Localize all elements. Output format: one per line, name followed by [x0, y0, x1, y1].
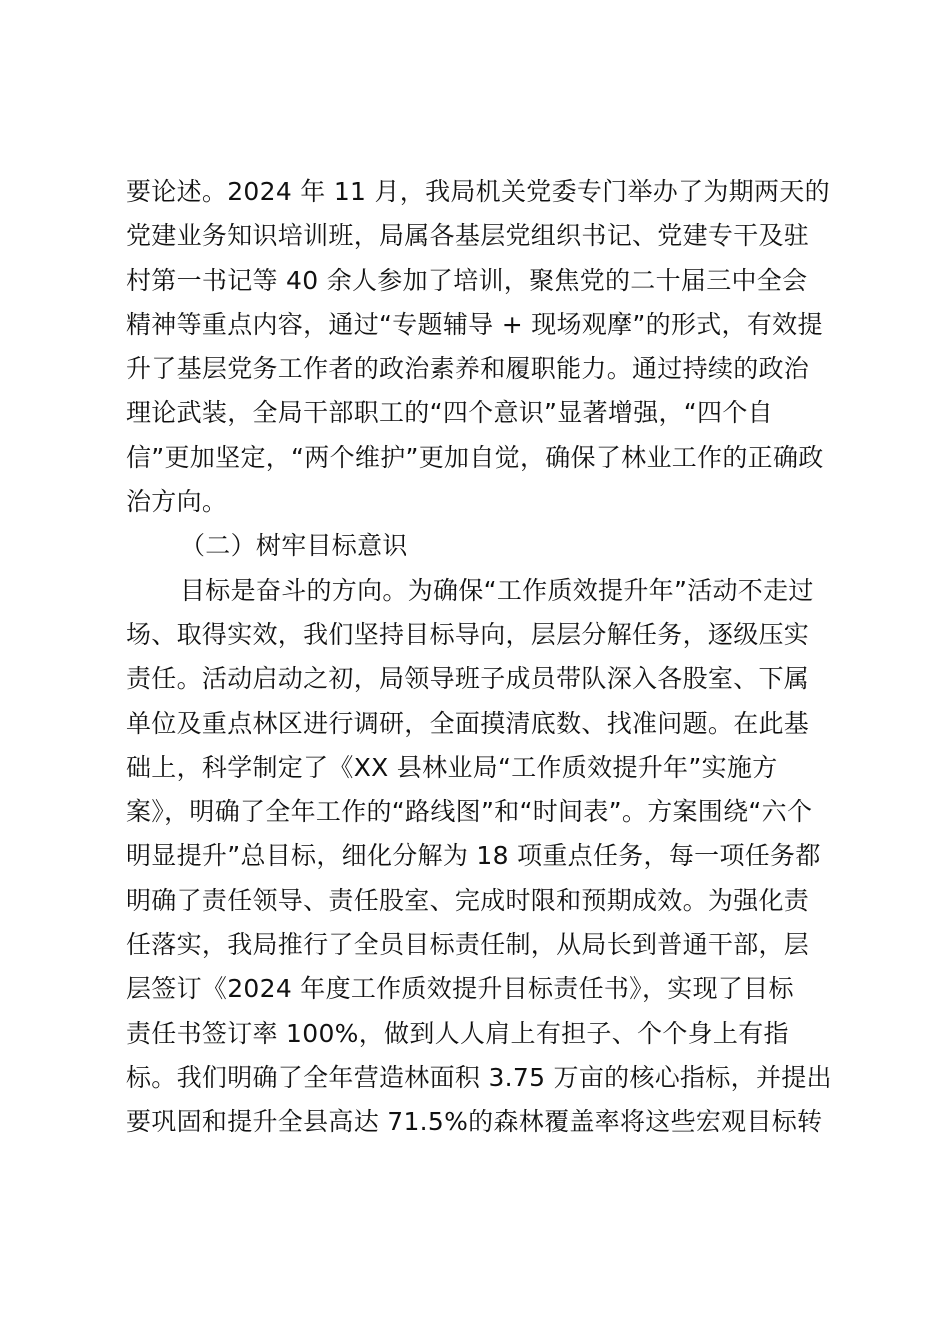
- paragraph-line: 责任。活动启动之初，局领导班子成员带队深入各股室、下属: [126, 664, 810, 694]
- paragraph-line: 础上，科学制定了《XX 县林业局“工作质效提升年”实施方: [126, 752, 778, 782]
- paragraph-line: 场、取得实效，我们坚持目标导向，层层分解任务，逐级压实: [126, 619, 810, 649]
- paragraph-line: 党建业务知识培训班，局属各基层党组织书记、党建专干及驻: [126, 221, 810, 251]
- paragraph-line: 案》，明确了全年工作的“路线图”和“时间表”。方案围绕“六个: [126, 797, 813, 827]
- paragraph-line: 精神等重点内容，通过“专题辅导 + 现场观摩”的形式，有效提: [126, 309, 823, 339]
- paragraph-line: 标。我们明确了全年营造林面积 3.75 万亩的核心指标，并提出: [126, 1062, 832, 1092]
- section-heading: （二）树牢目标意识: [180, 531, 408, 561]
- paragraph-line: 明显提升”总目标，细化分解为 18 项重点任务，每一项任务都: [126, 841, 821, 871]
- paragraph-line: 单位及重点林区进行调研，全面摸清底数、找准问题。在此基: [126, 708, 810, 738]
- paragraph-line: 村第一书记等 40 余人参加了培训，聚焦党的二十届三中全会: [126, 265, 808, 295]
- paragraph-line: 理论武装，全局干部职工的“四个意识”显著增强，“四个自: [126, 398, 773, 428]
- paragraph-line: 任落实，我局推行了全员目标责任制，从局长到普通干部，层: [126, 930, 810, 960]
- document-body: [126, 170, 846, 1145]
- paragraph-line: 信”更加坚定，“两个维护”更加自觉，确保了林业工作的正确政: [126, 442, 824, 472]
- paragraph-line: 目标是奋斗的方向。为确保“工作质效提升年”活动不走过: [180, 575, 814, 605]
- paragraph-line: 层签订《2024 年度工作质效提升目标责任书》，实现了目标: [126, 974, 794, 1004]
- paragraph-line: 治方向。: [126, 487, 228, 517]
- paragraph-line: 责任书签订率 100%，做到人人肩上有担子、个个身上有指: [126, 1018, 789, 1048]
- paragraph-line: 要论述。2024 年 11 月，我局机关党委专门举办了为期两天的: [126, 177, 830, 206]
- paragraph-line: 明确了责任领导、责任股室、完成时限和预期成效。为强化责: [126, 885, 810, 915]
- paragraph-line: 升了基层党务工作者的政治素养和履职能力。通过持续的政治: [126, 354, 810, 384]
- paragraph-line: 要巩固和提升全县高达 71.5%的森林覆盖率将这些宏观目标转: [126, 1107, 823, 1137]
